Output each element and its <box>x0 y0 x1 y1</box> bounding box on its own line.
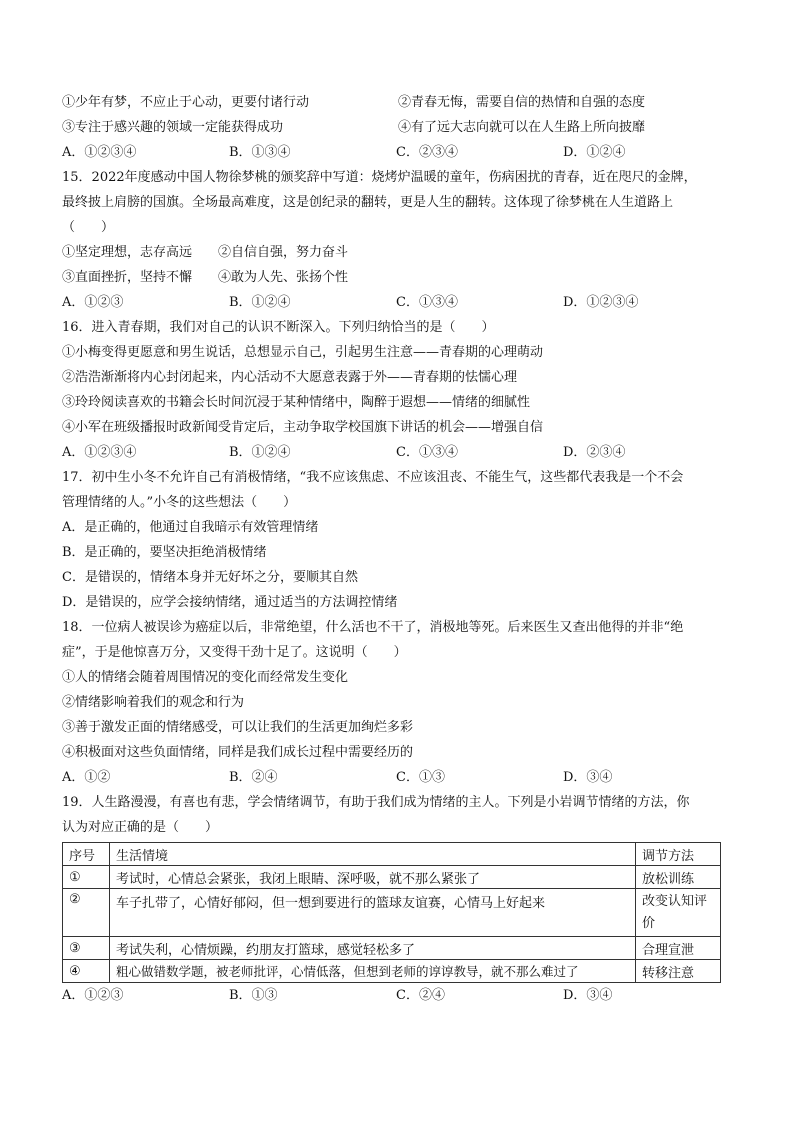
q16-stem: 16．进入青春期，我们对自己的认识不断深入。下列归纳恰当的是（ ） <box>62 320 495 335</box>
exam-page <box>62 90 734 1008</box>
q15-stem-line-1: 15．2022年度感动中国人物徐梦桃的颁奖辞中写道：烧烤炉温暖的童年，伤病困扰的青春，近在咫尺的金牌， <box>62 170 697 185</box>
q15-stem-line-3: （ ） <box>62 220 115 235</box>
q15-option-a[interactable]: A．①②③ <box>62 295 124 310</box>
q18-stem-line-1: 18．一位病人被误诊为癌症以后，非常绝望，什么活也不干了，消极地等死。后来医生又查出他得的并非“绝 <box>62 620 684 635</box>
q15-statement-1: ①坚定理想，志存高远 <box>62 245 193 260</box>
q16-options <box>62 440 734 465</box>
row-method: 转移注意 <box>636 960 721 983</box>
q14-statement-4: ④有了远大志向就可以在人生路上所向披靡 <box>398 120 646 135</box>
q18-option-d[interactable]: D．③④ <box>563 770 613 785</box>
q17-stem-line-2: 管理情绪的人。”小冬的这些想法（ ） <box>62 495 297 510</box>
row-situation: 考试失利，心情烦躁，约朋友打篮球，感觉轻松多了 <box>110 937 636 960</box>
q15-option-d[interactable]: D．①②③④ <box>563 295 639 310</box>
q19-stem-line-1: 19．人生路漫漫，有喜也有悲，学会情绪调节，有助于我们成为情绪的主人。下列是小岩调节情绪的方法，你 <box>62 795 690 810</box>
q18-statement-1: ①人的情绪会随着周围情况的变化而经常发生变化 <box>62 670 349 685</box>
q14-option-a[interactable]: A．①②③④ <box>62 145 137 160</box>
q19-option-b[interactable]: B．①③ <box>229 988 278 1003</box>
q14-options <box>62 140 734 165</box>
q14-option-c[interactable]: C．②③④ <box>396 145 458 160</box>
q15-option-b[interactable]: B．①②④ <box>229 295 291 310</box>
table-row <box>63 866 721 889</box>
q16-option-c[interactable]: C．①③④ <box>396 445 458 460</box>
q15-option-c[interactable]: C．①③④ <box>396 295 458 310</box>
q19-option-d[interactable]: D．③④ <box>563 988 613 1003</box>
row-situation: 粗心做错数学题，被老师批评，心情低落，但想到老师的谆谆教导，就不那么难过了 <box>110 960 636 983</box>
q16-statement-4: ④小军在班级播报时政新闻受肯定后，主动争取学校国旗下讲话的机会——增强自信 <box>62 420 544 435</box>
table-row <box>63 889 721 937</box>
header-index: 序号 <box>63 843 110 866</box>
q15-options <box>62 290 734 315</box>
q18-statement-4: ④积极面对这些负面情绪，同样是我们成长过程中需要经历的 <box>62 745 414 760</box>
q17-option-b[interactable]: B．是正确的，要坚决拒绝消极情绪 <box>62 545 267 560</box>
q19-options <box>62 983 734 1008</box>
q19-option-c[interactable]: C．②④ <box>396 988 445 1003</box>
q17-option-c[interactable]: C．是错误的，情绪本身并无好坏之分，要顺其自然 <box>62 570 358 585</box>
q14-row-2 <box>62 115 734 140</box>
table-row <box>63 937 721 960</box>
table-row <box>63 960 721 983</box>
row-situation: 车子扎带了，心情好郁闷，但一想到要进行的篮球友谊赛，心情马上好起来 <box>110 889 636 937</box>
q17-option-a[interactable]: A．是正确的，他通过自我暗示有效管理情绪 <box>62 520 319 535</box>
q16-statement-3: ③玲玲阅读喜欢的书籍会长时间沉浸于某种情绪中，陶醉于遐想——情绪的细腻性 <box>62 395 531 410</box>
q16-option-a[interactable]: A．①②③④ <box>62 445 137 460</box>
q14-statement-2: ②青春无悔，需要自信的热情和自强的态度 <box>398 95 646 110</box>
q17-option-d[interactable]: D．是错误的，应学会接纳情绪，通过适当的方法调控情绪 <box>62 595 398 610</box>
q18-statement-3: ③善于激发正面的情绪感受，可以让我们的生活更加绚烂多彩 <box>62 720 414 735</box>
q18-option-b[interactable]: B．②④ <box>229 770 278 785</box>
q15-statement-4: ④敢为人先、张扬个性 <box>218 270 349 285</box>
row-index: ② <box>63 889 110 937</box>
q19-table <box>62 842 721 983</box>
row-index: ① <box>63 866 110 889</box>
q14-statement-3: ③专注于感兴趣的领域一定能获得成功 <box>62 120 284 135</box>
q16-statement-2: ②浩浩渐渐将内心封闭起来，内心活动不大愿意表露于外——青春期的怯懦心理 <box>62 370 518 385</box>
q19-stem-line-2: 认为对应正确的是（ ） <box>62 820 219 835</box>
q19-option-a[interactable]: A．①②③ <box>62 988 124 1003</box>
q15-row-2 <box>62 265 734 290</box>
q18-statement-2: ②情绪影响着我们的观念和行为 <box>62 695 245 710</box>
q15-stem-line-2: 最终披上肩膀的国旗。全场最高难度，这是创纪录的翻转，更是人生的翻转。这体现了徐梦桃在人生道路上 <box>62 195 674 210</box>
q18-option-a[interactable]: A．①② <box>62 770 111 785</box>
q15-statement-3: ③直面挫折，坚持不懈 <box>62 270 193 285</box>
header-method: 调节方法 <box>636 843 721 866</box>
row-index: ③ <box>63 937 110 960</box>
q18-stem-line-2: 症”，于是他惊喜万分，又变得干劲十足了。这说明（ ） <box>62 645 407 660</box>
q18-options <box>62 765 734 790</box>
q16-option-b[interactable]: B．①②④ <box>229 445 291 460</box>
q14-option-d[interactable]: D．①②④ <box>563 145 626 160</box>
q14-statement-1: ①少年有梦，不应止于心动，更要付诸行动 <box>62 95 310 110</box>
q15-row-1 <box>62 240 734 265</box>
row-index: ④ <box>63 960 110 983</box>
q14-row-1 <box>62 90 734 115</box>
q14-option-b[interactable]: B．①③④ <box>229 145 291 160</box>
row-method: 改变认知评价 <box>636 889 721 937</box>
q16-option-d[interactable]: D．②③④ <box>563 445 626 460</box>
header-situation: 生活情境 <box>110 843 636 866</box>
row-method: 放松训练 <box>636 866 721 889</box>
row-method: 合理宣泄 <box>636 937 721 960</box>
q17-stem-line-1: 17．初中生小冬不允许自己有消极情绪，“我不应该焦虑、不应该沮丧、不能生气，这些都代表我是一个不会 <box>62 470 684 485</box>
row-situation: 考试时，心情总会紧张，我闭上眼睛、深呼吸，就不那么紧张了 <box>110 866 636 889</box>
q18-option-c[interactable]: C．①③ <box>396 770 445 785</box>
q16-statement-1: ①小梅变得更愿意和男生说话，总想显示自己，引起男生注意——青春期的心理萌动 <box>62 345 544 360</box>
q15-statement-2: ②自信自强，努力奋斗 <box>218 245 349 260</box>
table-header-row <box>63 843 721 866</box>
